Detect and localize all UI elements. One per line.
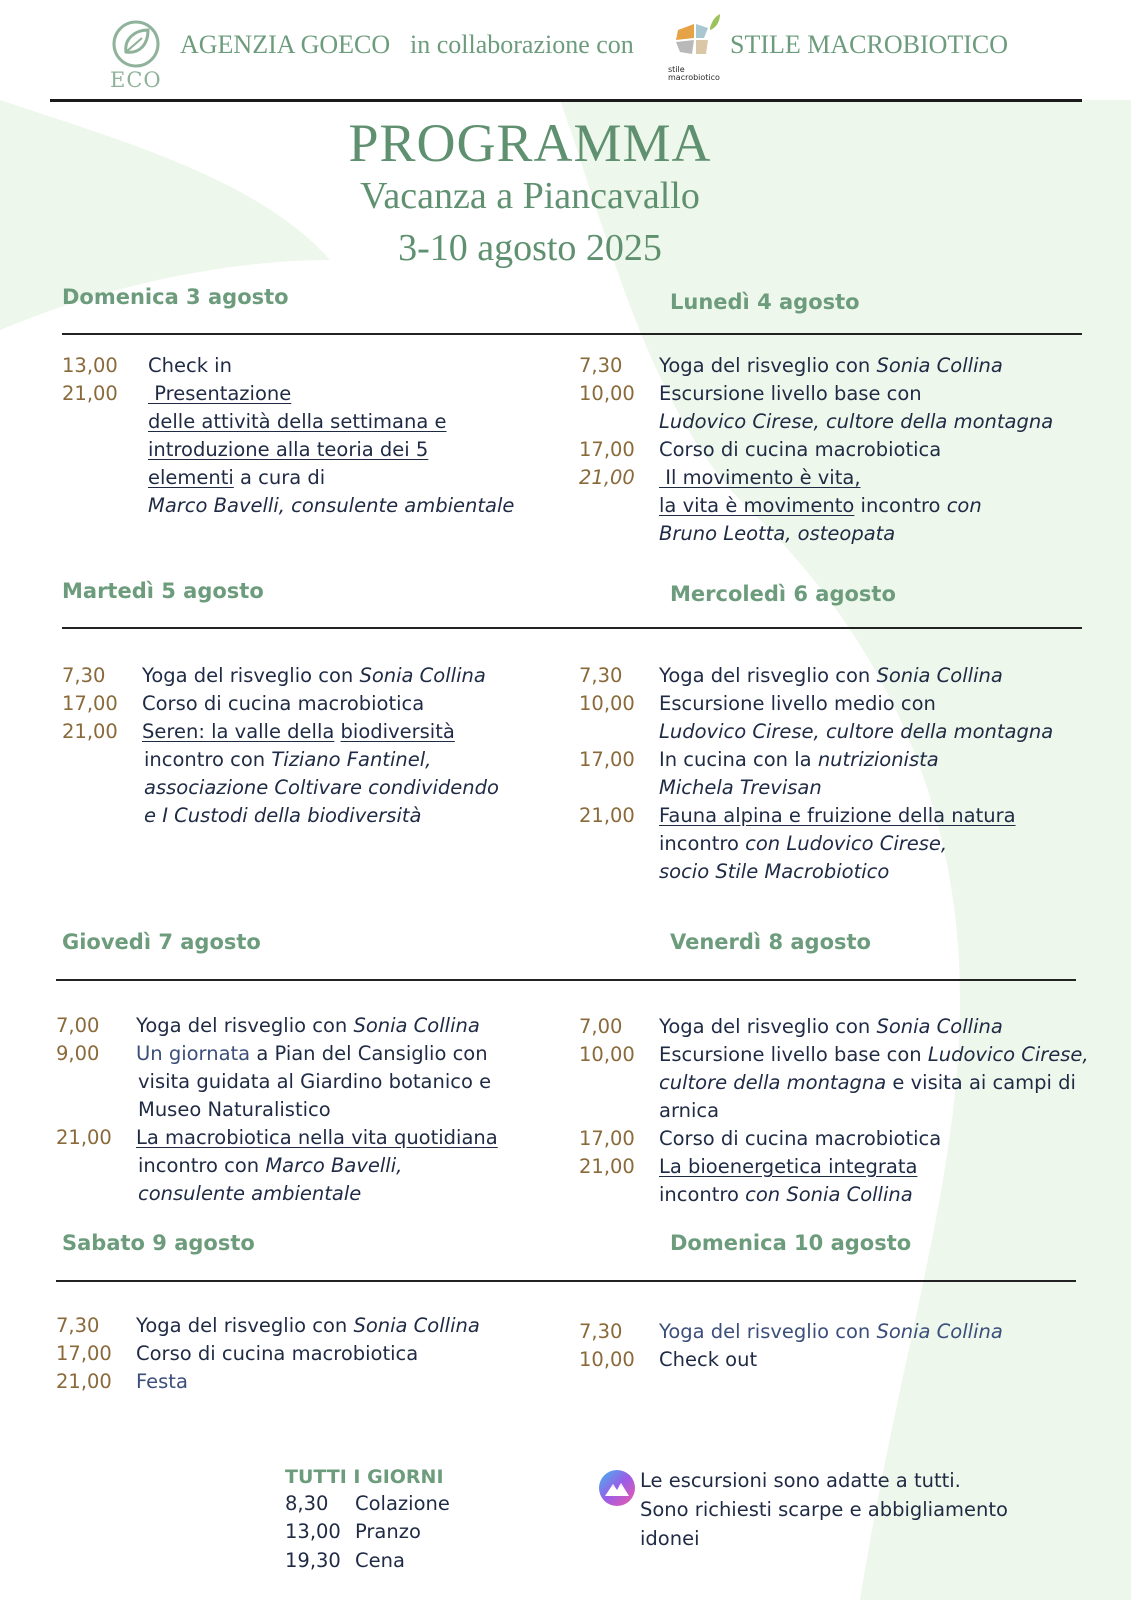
time: 7,30 [579, 664, 623, 687]
schedule-block-mer6 [579, 662, 1053, 886]
page-title: PROGRAMMA [348, 113, 712, 173]
speaker: Sonia Collina [353, 1314, 480, 1337]
schedule-block-dom3 [62, 352, 514, 520]
time: 19,30 [285, 1549, 341, 1572]
divider [62, 627, 1082, 629]
activity: Escursione livello base con [659, 1043, 928, 1066]
time: 21,00 [56, 1370, 112, 1393]
activity: Yoga del risveglio con [659, 1320, 877, 1343]
header-divider [50, 99, 1082, 102]
activity-link[interactable]: Seren: la valle della [142, 720, 335, 743]
activity: In cucina con la [659, 748, 818, 771]
note-line: Sono richiesti scarpe e abbigliamento [640, 1498, 1008, 1521]
activity: visita guidata al Giardino botanico e [138, 1070, 492, 1093]
activity: Corso di cucina macrobiotica [659, 1127, 942, 1150]
meal-row [285, 1549, 405, 1572]
time: 17,00 [579, 748, 635, 771]
time: 10,00 [579, 692, 635, 715]
activity: Corso di cucina macrobiotica [659, 438, 942, 461]
time: 21,00 [62, 382, 118, 405]
activity-link[interactable]: la vita è movimento [659, 494, 855, 517]
speaker: consulente ambientale [138, 1182, 362, 1205]
day-heading-mer6: Mercoledì 6 agosto [670, 582, 896, 606]
meal-row [285, 1520, 421, 1543]
activity: a cura di [233, 466, 326, 489]
schedule-block-lun4 [579, 352, 1053, 548]
activity: Festa [136, 1370, 188, 1393]
schedule-block-sab9 [56, 1312, 480, 1396]
speaker: con Sonia Collina [745, 1183, 913, 1206]
day-heading-gio7: Giovedì 7 agosto [62, 930, 261, 954]
activity: incontro con [144, 748, 272, 771]
eco-logo-text: ECO [110, 68, 162, 92]
activity: Corso di cucina macrobiotica [136, 1342, 419, 1365]
activity: a Pian del Cansiglio con [250, 1042, 488, 1065]
activity: Check out [659, 1348, 758, 1371]
speaker: Ludovico Cirese, [927, 1043, 1089, 1066]
activity-link[interactable]: Presentazione [148, 382, 292, 405]
activity: e visita ai campi di [886, 1071, 1076, 1094]
speaker: Bruno Leotta, osteopata [659, 522, 896, 545]
activity: nutrizionista [817, 748, 939, 771]
partner-logo-caption: stile macrobiotico [668, 65, 720, 82]
activity-link[interactable]: delle attività della settimana e [148, 410, 447, 433]
time: 21,00 [579, 466, 635, 489]
meal-label: Cena [355, 1549, 405, 1572]
activity: Yoga del risveglio con [659, 354, 877, 377]
page-dates: 3-10 agosto 2025 [398, 227, 662, 269]
speaker: Sonia Collina [353, 1014, 480, 1037]
speaker: Ludovico Cirese, cultore della montagna [659, 720, 1054, 743]
time: 10,00 [579, 1348, 635, 1371]
time: 7,30 [56, 1314, 100, 1337]
activity: Yoga del risveglio con [136, 1014, 354, 1037]
stile-macrobiotico-logo-icon [668, 12, 728, 66]
activity-link[interactable]: biodiversità [340, 720, 455, 743]
speaker: Tiziano Fantinel, [271, 748, 432, 771]
day-heading-dom10: Domenica 10 agosto [670, 1231, 912, 1255]
speaker: Ludovico Cirese, cultore della montagna [659, 410, 1054, 433]
activity: arnica [659, 1099, 720, 1122]
collaboration-text: in collaborazione con [410, 30, 634, 59]
speaker: Marco Bavelli, [265, 1154, 403, 1177]
time: 13,00 [62, 354, 118, 377]
speaker: Marco Bavelli, consulente ambientale [148, 494, 515, 517]
activity: Yoga del risveglio con [659, 1015, 877, 1038]
time: 21,00 [56, 1126, 112, 1149]
speaker: Sonia Collina [876, 1015, 1003, 1038]
meal-row [285, 1492, 450, 1515]
activity: Yoga del risveglio con [659, 664, 877, 687]
day-heading-lun4: Lunedì 4 agosto [670, 290, 860, 314]
time: 17,00 [56, 1342, 112, 1365]
note-line: idonei [640, 1527, 700, 1550]
speaker: con Ludovico Cirese, [745, 832, 948, 855]
activity: Escursione livello medio con [659, 692, 936, 715]
time: 10,00 [579, 1043, 635, 1066]
divider [56, 979, 1076, 981]
schedule-block-dom10 [579, 1318, 1003, 1374]
speaker: Sonia Collina [359, 664, 486, 687]
time: 10,00 [579, 382, 635, 405]
activity: incontro [854, 494, 947, 517]
meal-label: Pranzo [355, 1520, 421, 1543]
schedule-block-ven8 [579, 1013, 1089, 1209]
day-heading-dom3: Domenica 3 agosto [62, 285, 289, 309]
time: 7,00 [579, 1015, 623, 1038]
schedule-block-gio7 [56, 1012, 498, 1208]
time: 7,30 [62, 664, 106, 687]
speaker: Sonia Collina [876, 664, 1003, 687]
speaker: Sonia Collina [876, 1320, 1003, 1343]
activity-link[interactable]: Il movimento è vita, [659, 466, 861, 489]
speaker: associazione Coltivare condividendo [144, 776, 499, 799]
time: 8,30 [285, 1492, 329, 1515]
speaker: e I Custodi della biodiversità [144, 804, 422, 827]
every-day-heading: TUTTI I GIORNI [285, 1466, 444, 1488]
note-line: Le escursioni sono adatte a tutti. [640, 1469, 961, 1492]
time: 7,30 [579, 1320, 623, 1343]
time: 17,00 [62, 692, 118, 715]
activity: con [946, 494, 982, 517]
divider [56, 1280, 1076, 1282]
mountain-icon [598, 1469, 636, 1507]
day-heading-mar5: Martedì 5 agosto [62, 579, 264, 603]
day-heading-ven8: Venerdì 8 agosto [670, 930, 871, 954]
speaker: Michela Trevisan [659, 776, 822, 799]
agency-name: AGENZIA GOECO [180, 30, 391, 59]
speaker: socio Stile Macrobiotico [659, 860, 890, 883]
activity: Museo Naturalistico [138, 1098, 331, 1121]
activity: Yoga del risveglio con [142, 664, 360, 687]
activity-link[interactable]: Fauna alpina e fruizione della natura [659, 804, 1016, 827]
activity: Yoga del risveglio con [136, 1314, 354, 1337]
excursion-note [640, 1466, 1080, 1553]
activity: Un giornata [136, 1042, 251, 1065]
activity-link[interactable]: La bioenergetica integrata [659, 1155, 918, 1178]
time: 13,00 [285, 1520, 341, 1543]
activity: Check in [148, 354, 232, 377]
activity: Escursione livello base con [659, 382, 922, 405]
time: 21,00 [579, 804, 635, 827]
activity-link[interactable]: La macrobiotica nella vita quotidiana [136, 1126, 498, 1149]
time: 21,00 [579, 1155, 635, 1178]
partner-name: STILE MACROBIOTICO [730, 30, 1009, 59]
time: 17,00 [579, 1127, 635, 1150]
activity-link[interactable]: introduzione alla teoria dei 5 [148, 438, 429, 461]
meal-label: Colazione [355, 1492, 450, 1515]
activity: Corso di cucina macrobiotica [142, 692, 425, 715]
activity: incontro [659, 1183, 746, 1206]
schedule-block-mar5 [62, 662, 499, 830]
time: 17,00 [579, 438, 635, 461]
page-subtitle: Vacanza a Piancavallo [360, 175, 700, 217]
day-heading-sab9: Sabato 9 agosto [62, 1231, 255, 1255]
speaker: Sonia Collina [876, 354, 1003, 377]
time: 9,00 [56, 1042, 100, 1065]
activity-link[interactable]: elementi [148, 466, 234, 489]
time: 7,00 [56, 1014, 100, 1037]
time: 7,30 [579, 354, 623, 377]
activity: incontro [659, 832, 746, 855]
speaker: cultore della montagna [659, 1071, 887, 1094]
activity: incontro con [138, 1154, 266, 1177]
divider [62, 333, 1082, 335]
time: 21,00 [62, 720, 118, 743]
